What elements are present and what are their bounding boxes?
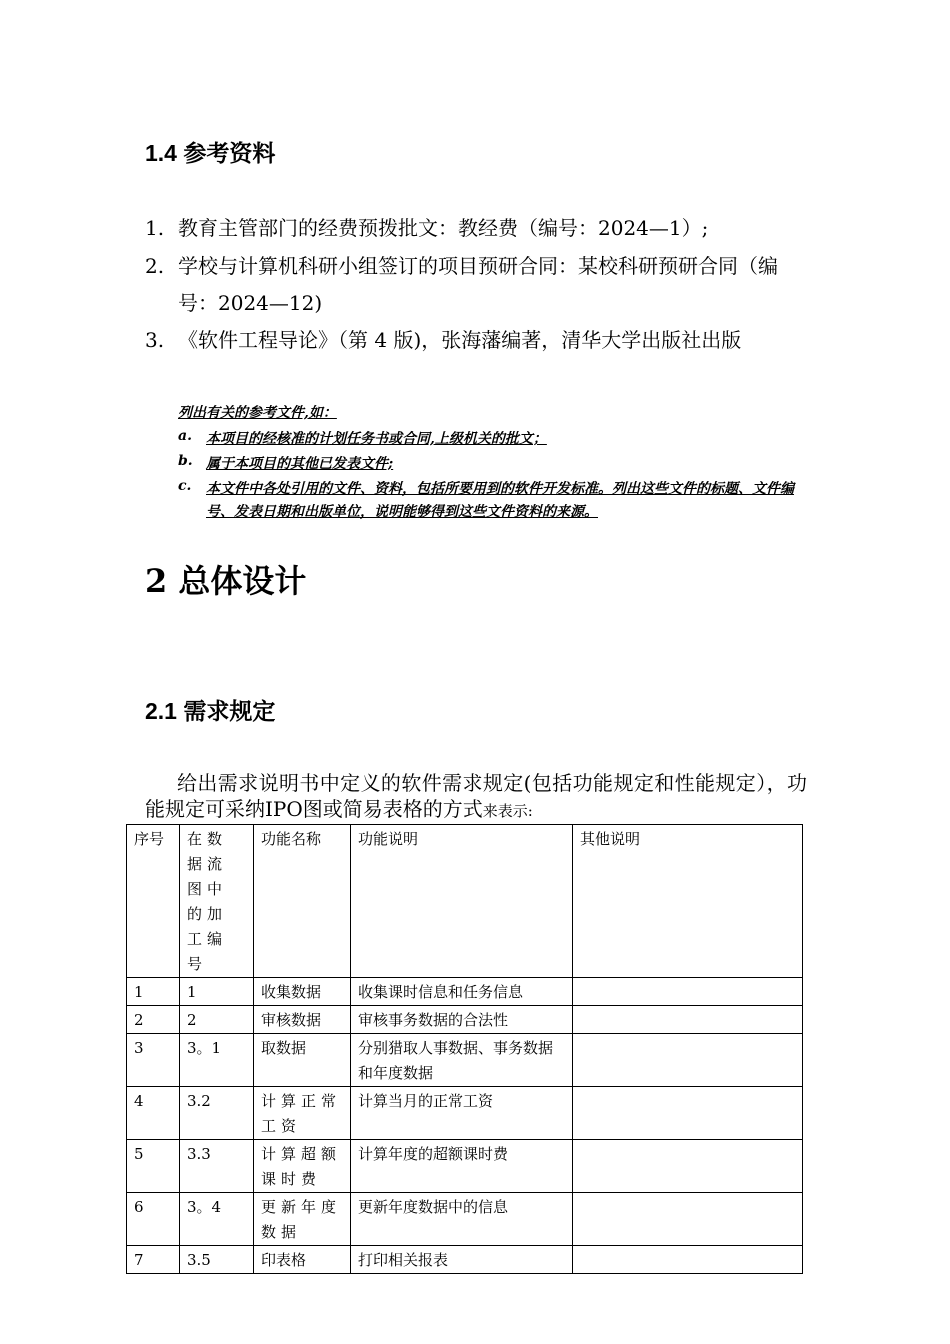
table-cell: 3。4 xyxy=(180,1193,254,1246)
table-cell: 4 xyxy=(127,1087,180,1140)
table-header-cell: 功能说明 xyxy=(351,825,573,978)
table-cell: 更新年度数据 xyxy=(254,1193,351,1246)
reference-item: 教育主管部门的经费预拨批文：教经费（编号：2024—1）; xyxy=(178,216,709,240)
requirements-paragraph xyxy=(145,770,807,824)
table-cell: 1 xyxy=(180,978,254,1006)
note-item: 本文件中各处引用的文件、资料，包括所要用到的软件开发标准。列出这些文件的标题、文件编号、发表日期和出版单位，说明能够得到这些文件资料的来源。 xyxy=(206,481,794,520)
table-cell: 分别猎取人事数据、事务数据和年度数据 xyxy=(351,1034,573,1087)
function-table xyxy=(126,824,803,1274)
table-row xyxy=(127,1246,803,1274)
table-row xyxy=(127,1193,803,1246)
reference-number: 1. xyxy=(145,216,165,240)
note-label: b. xyxy=(178,453,193,469)
section-heading-2: 2 总体设计 xyxy=(145,562,307,600)
table-cell: 2 xyxy=(127,1006,180,1034)
table-cell: 收集数据 xyxy=(254,978,351,1006)
table-header-cell: 其他说明 xyxy=(573,825,803,978)
table-header-cell: 序号 xyxy=(127,825,180,978)
reference-number: 2. xyxy=(145,254,165,278)
table-cell xyxy=(573,1034,803,1087)
note-item: 属于本项目的其他已发表文件; xyxy=(206,456,394,472)
note-label: a. xyxy=(178,428,192,444)
table-cell: 2 xyxy=(180,1006,254,1034)
table-cell: 1 xyxy=(127,978,180,1006)
table-cell: 打印相关报表 xyxy=(351,1246,573,1274)
section-heading-1-4: 1.4 参考资料 xyxy=(145,140,276,166)
table-cell: 计算超额课时费 xyxy=(254,1140,351,1193)
table-header-row xyxy=(127,825,803,978)
table-cell: 审核事务数据的合法性 xyxy=(351,1006,573,1034)
paragraph-tail: 来表示: xyxy=(482,802,533,820)
note-intro: 列出有关的参考文件,如： xyxy=(178,405,337,421)
table-cell: 收集课时信息和任务信息 xyxy=(351,978,573,1006)
table-cell xyxy=(573,1246,803,1274)
table-row xyxy=(127,1087,803,1140)
table-cell: 7 xyxy=(127,1246,180,1274)
note-label: c. xyxy=(178,478,192,494)
table-cell: 5 xyxy=(127,1140,180,1193)
section-heading-2-1: 2.1 需求规定 xyxy=(145,698,276,724)
table-row xyxy=(127,1140,803,1193)
reference-item: 学校与计算机科研小组签订的项目预研合同：某校科研预研合同（编号：2024—12) xyxy=(178,254,778,315)
table-cell: 3.3 xyxy=(180,1140,254,1193)
table-cell: 更新年度数据中的信息 xyxy=(351,1193,573,1246)
table-cell: 印表格 xyxy=(254,1246,351,1274)
table-cell xyxy=(573,1087,803,1140)
table-row xyxy=(127,978,803,1006)
paragraph-main: 给出需求说明书中定义的软件需求规定(包括功能规定和性能规定），功能规定可采纳IPO图或简易表格的方式 xyxy=(145,771,807,821)
table-header-cell: 在数据流图中的加工编号 xyxy=(180,825,254,978)
table-cell: 3.2 xyxy=(180,1087,254,1140)
reference-number: 3. xyxy=(145,328,165,352)
table-header-cell: 功能名称 xyxy=(254,825,351,978)
note-item: 本项目的经核准的计划任务书或合同,上级机关的批文； xyxy=(206,431,547,447)
table-cell: 3 xyxy=(127,1034,180,1087)
table-cell: 3.5 xyxy=(180,1246,254,1274)
table-cell: 取数据 xyxy=(254,1034,351,1087)
table-cell: 审核数据 xyxy=(254,1006,351,1034)
table-cell: 3。1 xyxy=(180,1034,254,1087)
table-cell xyxy=(573,1193,803,1246)
table-row xyxy=(127,1006,803,1034)
table-cell: 6 xyxy=(127,1193,180,1246)
table-cell xyxy=(573,1140,803,1193)
table-row xyxy=(127,1034,803,1087)
table-cell: 计算当月的正常工资 xyxy=(351,1087,573,1140)
table-cell: 计算年度的超额课时费 xyxy=(351,1140,573,1193)
table-cell xyxy=(573,1006,803,1034)
table-cell xyxy=(573,978,803,1006)
reference-item: 《软件工程导论》（第 4 版)，张海藩编著，清华大学出版社出版 xyxy=(178,328,742,352)
table-cell: 计算正常工资 xyxy=(254,1087,351,1140)
